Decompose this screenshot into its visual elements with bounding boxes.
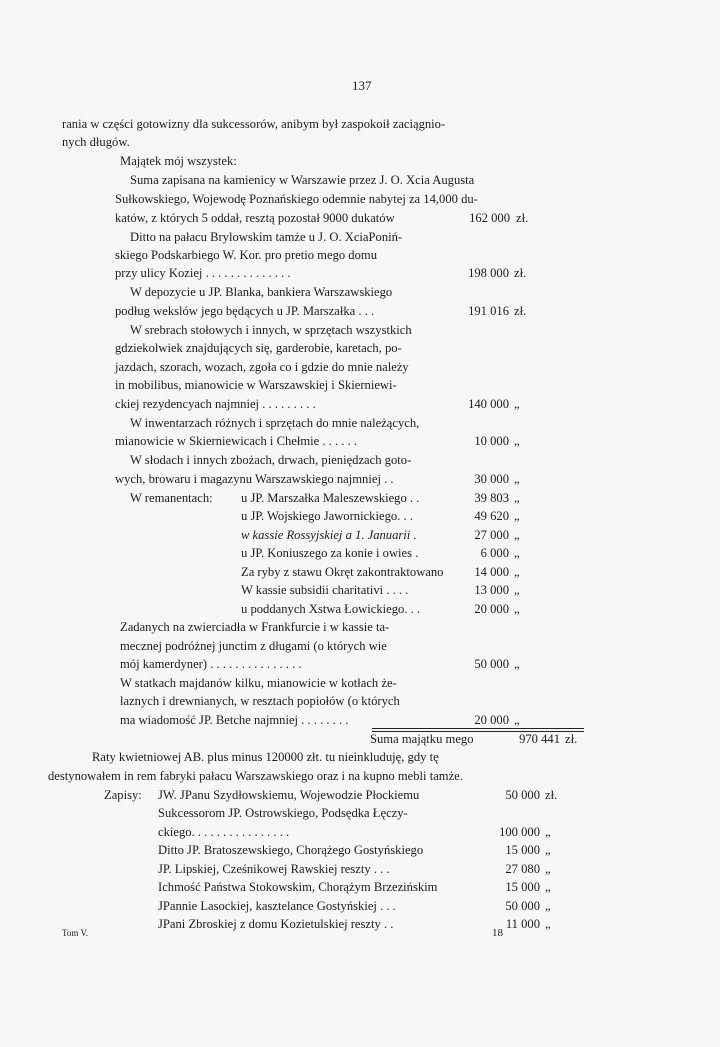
remanent-line: u JP. Koniuszego za konie i owies . (241, 546, 419, 560)
asset-amount: 50 000 (474, 657, 509, 671)
legacy-amount: 15 000 (505, 880, 540, 894)
asset-line: mecznej podróżnej junctim z długami (o których wie (120, 639, 387, 653)
intro-line-1: rania w części gotowizny dla sukcessorów, anibym był zaspokoił zaciągnio- (62, 117, 446, 131)
legacy-unit: „ (545, 899, 551, 913)
legacy-line: JPani Zbroskiej z domu Kozietulskiej reszty . . (158, 917, 394, 931)
remanent-amount: 49 620 (474, 509, 509, 523)
assets-heading: Majątek mój wszystek: (120, 154, 237, 168)
asset-unit: zł. (516, 211, 529, 225)
legacy-amount: 15 000 (505, 843, 540, 857)
total-unit: zł. (565, 732, 578, 746)
asset-line: mój kamerdyner) . . . . . . . . . . . . . . . (120, 657, 302, 671)
legacy-amount: 50 000 (505, 788, 540, 802)
remanent-amount: 39 803 (474, 491, 509, 505)
asset-line: W statkach majdanów kilku, mianowicie w kotłach że- (120, 676, 397, 690)
remanent-line: u poddanych Xstwa Łowickiego. . . (241, 602, 421, 616)
legacy-amount: 100 000 (499, 825, 540, 839)
asset-line: Suma zapisana na kamienicy w Warszawie przez J. O. Xcia Augusta (130, 173, 475, 187)
asset-amount: 10 000 (474, 434, 509, 448)
remanents-label: W remanentach: (130, 491, 213, 505)
legacy-unit: „ (545, 862, 551, 876)
total-rule (372, 728, 584, 729)
remanent-unit: „ (514, 546, 520, 560)
asset-line: gdziekolwiek znajdujących się, garderobie, karetach, po- (115, 341, 402, 355)
asset-amount: 20 000 (474, 713, 509, 727)
asset-unit: „ (514, 713, 520, 727)
asset-unit: „ (514, 397, 520, 411)
asset-unit: zł. (514, 304, 527, 318)
asset-line: wych, browaru i magazynu Warszawskiego najmniej . . (115, 472, 394, 486)
asset-unit: „ (514, 472, 520, 486)
asset-line: W srebrach stołowych i innych, w sprzętach wszystkich (130, 323, 412, 337)
remanent-amount: 6 000 (480, 546, 509, 560)
remanent-line: w kassie Rossyjskiej a 1. Januarii . (241, 528, 417, 542)
volume-mark: Tom V. (62, 928, 89, 938)
asset-line: przy ulicy Koziej . . . . . . . . . . . . . . (115, 266, 291, 280)
remanent-amount: 13 000 (474, 583, 509, 597)
asset-amount: 198 000 (468, 266, 509, 280)
remanent-unit: „ (514, 565, 520, 579)
legacy-amount: 11 000 (505, 917, 540, 931)
legacy-unit: zł. (545, 788, 558, 802)
legacy-amount: 27 080 (505, 862, 540, 876)
asset-line: jazdach, szorach, wozach, zgoła co i gdzie do mnie należy (115, 360, 409, 374)
asset-amount: 191 016 (468, 304, 509, 318)
asset-line: mianowicie w Skierniewicach i Chełmie . . . . . . (115, 434, 358, 448)
remanent-line: u JP. Wojskiego Jawornickiego. . . (241, 509, 413, 523)
legacy-amount: 50 000 (505, 899, 540, 913)
remanent-line: u JP. Marszałka Maleszewskiego . . (241, 491, 420, 505)
total-amount: 970 441 (519, 732, 560, 746)
remanent-unit: „ (514, 583, 520, 597)
legacy-unit: „ (545, 880, 551, 894)
remanent-line: W kassie subsidii charitativi . . . . (241, 583, 409, 597)
legacy-line: Sukcessorom JP. Ostrowskiego, Podsędka Łęczy- (158, 806, 408, 820)
legacy-line: JPannie Lasockiej, kasztelance Gostyńskiej . . . (158, 899, 396, 913)
asset-line: ma wiadomość JP. Betche najmniej . . . . . . . . (120, 713, 349, 727)
remanent-unit: „ (514, 528, 520, 542)
remanent-line: Za ryby z stawu Okręt zakontraktowano (241, 565, 444, 579)
asset-line: Ditto na pałacu Brylowskim tamże u J. O. XciaPoniń- (130, 230, 403, 244)
asset-unit: „ (514, 657, 520, 671)
intro-line-2: nych długów. (62, 135, 130, 149)
asset-line: katów, z których 5 oddał, resztą pozostał 9000 dukatów (115, 211, 395, 225)
asset-line: skiego Podskarbiego W. Kor. pro pretio mego domu (115, 248, 377, 262)
remanent-amount: 27 000 (474, 528, 509, 542)
raty-line-1: Raty kwietniowej AB. plus minus 120000 złt. tu nieinkluduję, gdy tę (92, 750, 439, 764)
asset-unit: „ (514, 434, 520, 448)
remanent-unit: „ (514, 509, 520, 523)
raty-line-2: destynowałem in rem fabryki pałacu Warszawskiego oraz i na kupno mebli tamże. (48, 769, 463, 783)
asset-line: in mobilibus, mianowicie w Warszawskiej i Skierniewi- (115, 378, 397, 392)
legacy-unit: „ (545, 917, 551, 931)
signature-mark: 18 (492, 927, 503, 939)
legacy-line: Ditto JP. Bratoszewskiego, Chorążego Gostyńskiego (158, 843, 424, 857)
asset-line: W słodach i innych zbożach, drwach, pieniędzach goto- (130, 453, 412, 467)
asset-line: Sułkowskiego, Wojewodę Poznańskiego odemnie nabytej za 14,000 du- (115, 192, 478, 206)
page-number: 137 (352, 78, 372, 93)
zapisy-label: Zapisy: (104, 788, 142, 802)
remanent-unit: „ (514, 602, 520, 616)
asset-line: podług wekslów jego będących u JP. Marszałka . . . (115, 304, 375, 318)
asset-line: ckiej rezydencyach najmniej . . . . . . . . . (115, 397, 316, 411)
asset-amount: 30 000 (474, 472, 509, 486)
asset-line: Zadanych na zwierciadła w Frankfurcie i w kassie ta- (120, 620, 390, 634)
asset-line: laznych i drewnianych, w resztach popiołów (o których (120, 694, 400, 708)
legacy-line: JP. Lipskiej, Cześnikowej Rawskiej reszty . . . (158, 862, 390, 876)
asset-amount: 162 000 (469, 211, 510, 225)
legacy-unit: „ (545, 825, 551, 839)
remanent-amount: 14 000 (474, 565, 509, 579)
legacy-line: JW. JPanu Szydłowskiemu, Wojewodzie Płockiemu (158, 788, 420, 802)
asset-line: W depozycie u JP. Blanka, bankiera Warszawskiego (130, 285, 393, 299)
total-label: Suma majątku mego (370, 732, 474, 746)
remanent-amount: 20 000 (474, 602, 509, 616)
legacy-line: Ichmość Państwa Stokowskim, Chorążym Brzezińskim (158, 880, 438, 894)
legacy-unit: „ (545, 843, 551, 857)
asset-line: W inwentarzach różnych i sprzętach do mnie należących, (130, 416, 420, 430)
legacy-line: ckiego. . . . . . . . . . . . . . . . (158, 825, 290, 839)
asset-unit: zł. (514, 266, 527, 280)
remanent-unit: „ (514, 491, 520, 505)
asset-amount: 140 000 (468, 397, 509, 411)
